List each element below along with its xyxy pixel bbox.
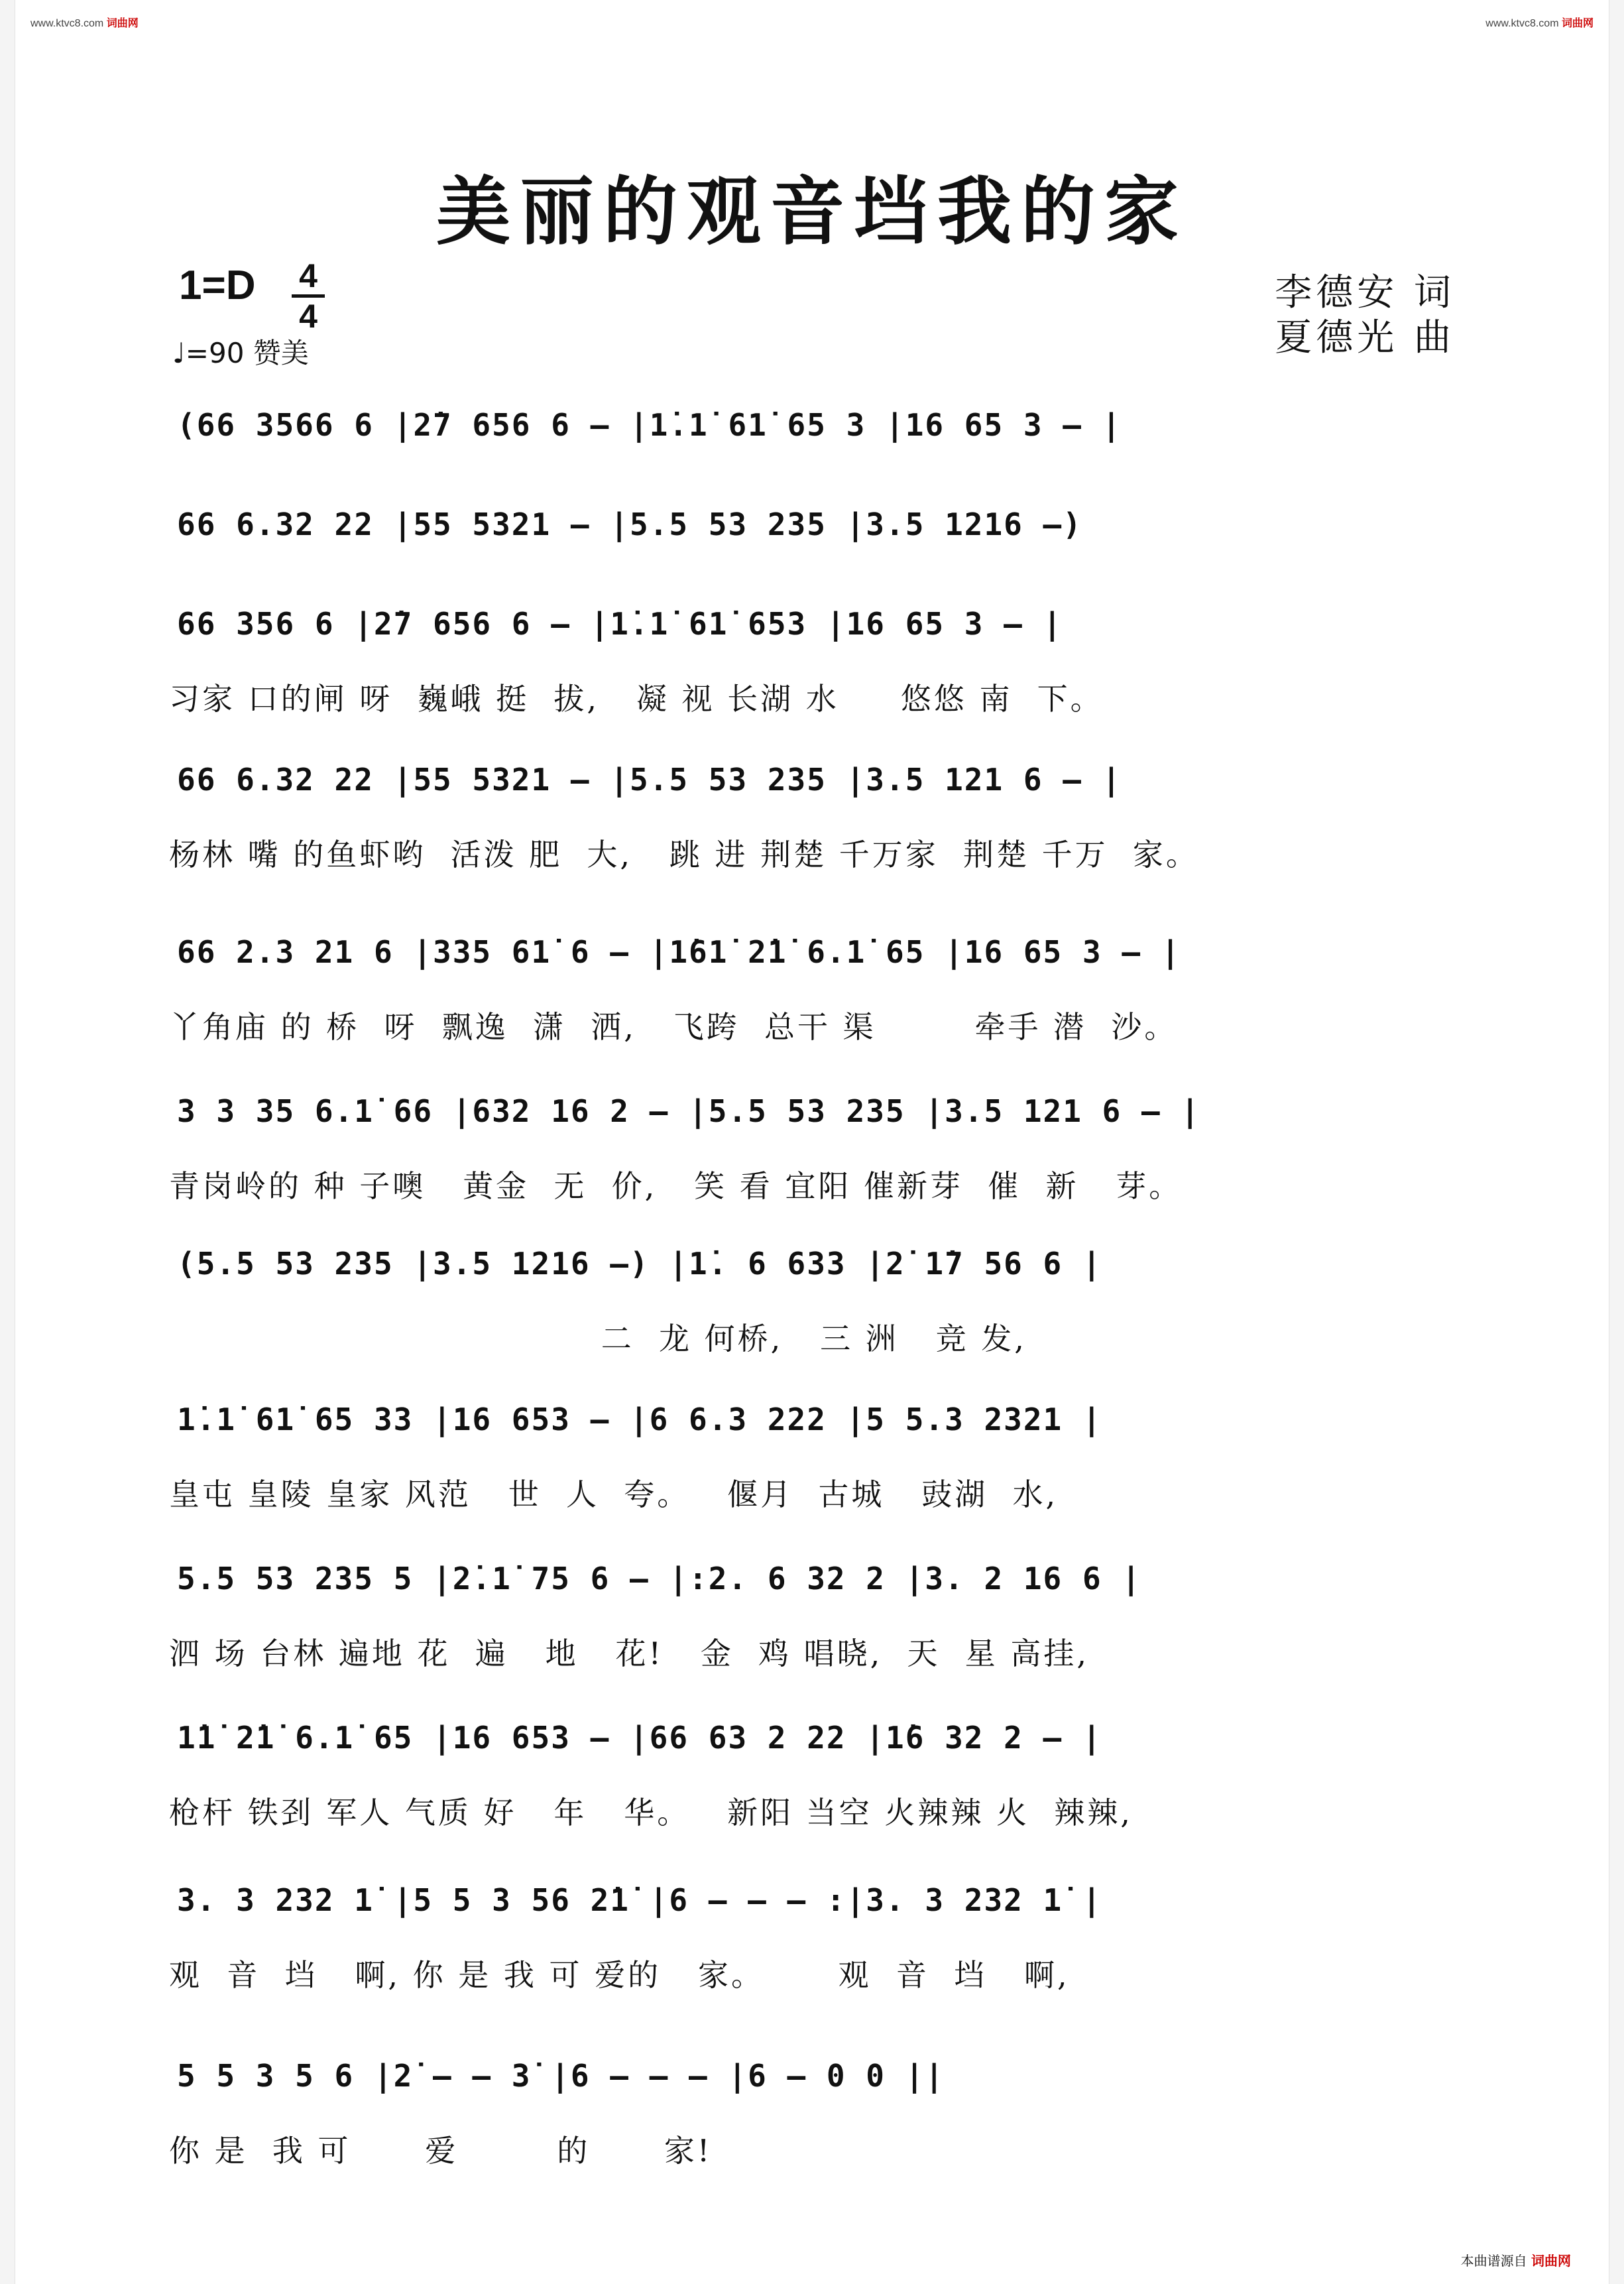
notation-line <box>169 1873 1458 1933</box>
time-bottom: 4 <box>299 298 318 335</box>
lyricist: 李德安 词 <box>1275 271 1455 314</box>
header-left <box>30 15 139 30</box>
notation-line <box>169 1711 1458 1770</box>
lyric-line: 皇屯 皇陵 皇家 风范 世 人 夸。 偃月 古城 豉湖 水, <box>169 1476 1059 1512</box>
footer-text: 本曲谱源自 <box>1460 2253 1527 2269</box>
notes: 66 6.32 22 |55 5321 – |5.5 53 235 |3.5 1216 –) <box>177 507 1082 542</box>
time-signature <box>292 259 325 333</box>
notes: (66 3566 6 |2̇7 656 6 – |1̇.1̇ 61̇ 65 3 |16 65 3 – | <box>177 407 1122 443</box>
site-url-left[interactable]: www.ktvc8.com <box>30 18 104 29</box>
lyric-line: 你 是 我 可 爱 的 家! <box>169 2133 713 2169</box>
notes: 5 5 3 5 6 |2̇ – – 3̇ |6 – – – |6 – 0 0 || <box>177 2058 945 2094</box>
lyric-line: 观 音 垱 啊, 你 是 我 可 爱的 家。 观 音 垱 啊, <box>169 1957 1070 1993</box>
notes: 3 3 35 6.1̇ 66 |632 16 2 – |5.5 53 235 |3.5 121 6 – | <box>177 1093 1201 1129</box>
header-right <box>1485 15 1594 30</box>
right-margin-strip <box>1609 0 1624 2284</box>
time-top: 4 <box>299 257 318 294</box>
notation-line <box>169 752 1458 812</box>
notes: 66 6.32 22 |55 5321 – |5.5 53 235 |3.5 121 6 – | <box>177 762 1122 798</box>
notes: 5.5 53 235 5 |2̇.1̇ 75 6 – |:2. 6 32 2 |3. 2 16 6 | <box>177 1561 1142 1596</box>
notation-line <box>169 597 1458 656</box>
brand-right: 词曲网 <box>1561 18 1594 29</box>
footer-credit <box>1461 2250 1571 2269</box>
notes: 66 2.3 21 6 |335 61̇ 6 – |1̇61̇ 2̇1̇ 6.1̇ 65 |16 65 3 – | <box>177 934 1181 970</box>
composer: 夏德光 曲 <box>1275 316 1455 359</box>
notation-line <box>169 2049 1458 2108</box>
lyric-line: 枪杆 铁刭 军人 气质 好 年 华。 新阳 当空 火辣辣 火 辣辣, <box>169 1795 1133 1831</box>
lyric-line: 丫角庙 的 桥 呀 飘逸 潇 洒, 飞跨 总干 渠 牵手 潜 沙。 <box>169 1009 1178 1045</box>
brand-left: 词曲网 <box>106 18 139 29</box>
lyric-line: 青岗岭的 种 子噢 黄金 无 价, 笑 看 宜阳 催新芽 催 新 芽。 <box>169 1168 1183 1204</box>
notation-line <box>169 497 1458 557</box>
credits <box>1275 270 1455 361</box>
key-signature: 1=D <box>179 263 256 308</box>
lyric-line: 杨林 嘴 的鱼虾哟 活泼 肥 大, 跳 进 荆楚 千万家 荆楚 千万 家。 <box>169 837 1199 872</box>
notation-line <box>169 1392 1458 1452</box>
notation-line <box>169 1236 1458 1296</box>
notation-line <box>169 925 1458 985</box>
notes: 1̇1̇ 2̇1̇ 6.1̇ 65 |16 653 – |66 63 2 22 |1̇6 32 2 – | <box>177 1720 1102 1756</box>
notes: (5.5 53 235 |3.5 1216 –) |1̇. 6 633 |2̇ 1̇7 56 6 | <box>177 1246 1102 1282</box>
notation-line <box>169 398 1458 457</box>
site-url-right[interactable]: www.ktvc8.com <box>1485 18 1559 29</box>
song-title: 美丽的观音垱我的家 <box>436 168 1188 255</box>
lyric-line: 习家 口的闸 呀 巍峨 挺 拔, 凝 视 长湖 水 悠悠 南 下。 <box>169 681 1104 717</box>
notes: 1̇.1̇ 61̇ 65 33 |16 653 – |6 6.3 222 |5 5.3 2321 | <box>177 1402 1102 1437</box>
left-margin-strip <box>0 0 15 2284</box>
tempo-marking: ♩=90 赞美 <box>172 337 309 369</box>
notes: 66 356 6 |2̇7 656 6 – |1̇.1̇ 61̇ 653 |16 65 3 – | <box>177 606 1063 642</box>
notation-line <box>169 1551 1458 1611</box>
lyric-line: 泗 场 台林 遍地 花 遍 地 花! 金 鸡 唱晓, 天 星 高挂, <box>169 1636 1090 1671</box>
notation-line <box>169 1084 1458 1144</box>
notes: 3. 3 232 1̇ |5 5 3 56 2̇1̇ |6 – – – :|3. 3 232 1̇ | <box>177 1882 1102 1918</box>
lyric-line: 二 龙 何桥, 三 洲 竞 发, <box>169 1321 1027 1356</box>
footer-brand[interactable]: 词曲网 <box>1531 2253 1571 2269</box>
